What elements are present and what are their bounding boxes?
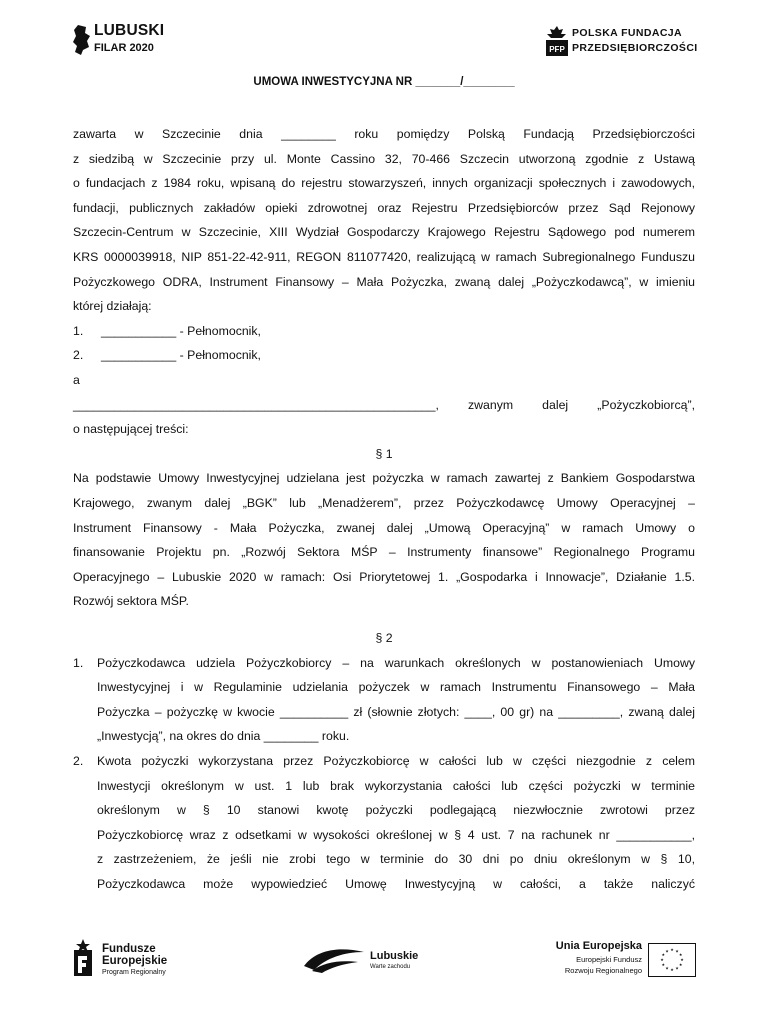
section2-block (73, 626, 695, 897)
content-intro: o następującej treści: (73, 422, 189, 437)
section2-line: „Inwestycją”, na okres do dnia ________ roku. (97, 729, 350, 744)
section2-line: Pożyczkobiorcę wraz z odsetkami w wysokości określonej w § 4 ust. 7 na rachunek nr ___________, (97, 827, 695, 842)
svg-text:★: ★ (678, 952, 683, 957)
section2-item (73, 651, 695, 749)
svg-text:★: ★ (678, 962, 683, 967)
section1-line: Krajowego, zwanym dalej „BGK” lub „Menadżerem”, przez Pożyczkodawcę Umowy Operacyjnej – (73, 495, 695, 510)
intro-line: fundacji, publicznych zakładów opieki zdrowotnej oraz Rejestru Przedsiębiorców przez Sąd Rejonowy (73, 200, 695, 215)
representative-item (73, 319, 695, 344)
lubuski-map-icon (72, 24, 92, 56)
intro-block (73, 122, 695, 614)
representative-num: 2. (73, 348, 84, 363)
representative-num: 1. (73, 323, 84, 338)
intro-line: Pożyczkowego ODRA, Instrument Finansowy – Mała Pożyczka, zwaną dalej „Pożyczkodawcą”, w imieniu (73, 274, 695, 289)
intro-line: Szczecin-Centrum w Szczecinie, XIII Wydział Gospodarczy Krajowego Rejestru Sądowego pod numerem (73, 225, 695, 240)
representative-text: ___________ - Pełnomocnik, (101, 348, 261, 363)
pfp-logo (546, 26, 706, 58)
ue-line3: Rozwoju Regionalnego (564, 966, 642, 975)
lubuskie-name: Lubuskie (370, 950, 419, 962)
fe-line3: Program Regionalny (102, 969, 166, 976)
fe-line1: Fundusze (102, 943, 156, 955)
intro-line: której działają: (73, 299, 152, 314)
svg-text:★: ★ (661, 962, 666, 967)
lubuski-subtitle: FILAR 2020 (94, 42, 154, 54)
section2-line: Pożyczkodawca może wypowiedzieć Umowę Inwestycyjną w całości, a także naliczyć (97, 876, 695, 891)
lubuski-filar-logo (72, 22, 172, 58)
intro-line: o fundacjach z 1984 roku, wpisaną do rejestru stowarzyszeń, innych organizacji społecznych i zawodowych, (73, 176, 695, 191)
section1-line: Rozwój sektora MŚP. (73, 594, 189, 609)
lubuskie-tagline: Warte zachodu (370, 964, 411, 970)
section2-item-num: 2. (73, 753, 84, 768)
section2-line: określonym w § 10 stanowi kwotę pożyczki podlegającą niezwłocznie zwrotowi przez (97, 803, 695, 818)
section2-line: Kwota pożyczki wykorzystana przez Pożyczkobiorcę w całości lub w części niezgodnie z celem (97, 753, 695, 768)
svg-text:★: ★ (670, 947, 674, 952)
eu-flag-icon (648, 943, 696, 977)
pfp-mark-text: PFP (549, 45, 565, 54)
section1-line: Operacyjnego – Lubuskie 2020 w ramach: Osi Priorytetowej 1. „Gospodarka i Innowacje”, Działanie 1.5. (73, 569, 695, 584)
section2-line: Inwestycji określonym w ust. 1 lub brak wykorzystania całości lub części pożyczki w terminie (97, 778, 695, 793)
svg-text:★: ★ (665, 948, 669, 954)
unia-europejska-logo (540, 940, 700, 980)
pfp-line2: PRZEDSIĘBIORCZOŚCI (572, 42, 698, 54)
intro-line: z siedzibą w Szczecinie przy ul. Monte Cassino 32, 70-466 Szczecin utworzoną zgodnie z Ustawą (73, 151, 695, 166)
section2-line: Pożyczkodawca udziela Pożyczkobiorcy – na warunkach określonych w postanowieniach Umowy (97, 655, 695, 670)
svg-text:★: ★ (665, 965, 669, 971)
intro-line: KRS 0000039918, NIP 851-22-42-911, REGON 811077420, realizującą w ramach Subregionalnego Funduszu (73, 249, 695, 264)
section2-item-num: 1. (73, 655, 84, 670)
fundusze-europejskie-logo (72, 938, 192, 982)
representative-item (73, 343, 695, 368)
section2-line: Pożyczka – pożyczkę w kwocie __________ zł (słownie złotych: ____, 00 gr) na _________, zwaną dalej (97, 704, 695, 719)
section1-heading: § 1 (375, 446, 393, 461)
lubuskie-wave-icon (302, 944, 366, 974)
section2-item (73, 749, 695, 897)
section1-line: Instrument Finansowy - Mała Pożyczka, zwanej dalej „Umową Operacyjną” w ramach Umowy o (73, 520, 695, 535)
pfp-line1: POLSKA FUNDACJA (572, 27, 683, 39)
svg-text:★: ★ (675, 948, 679, 954)
section2-line: z zastrzeżeniem, że jeśli nie zrobi tego w terminie do 30 dni po dniu określonym w § 10, (97, 852, 695, 867)
pfp-maple-icon (546, 26, 568, 56)
svg-text:★: ★ (670, 967, 674, 972)
svg-text:★: ★ (661, 952, 666, 957)
document-title: UMOWA INWESTYCYJNA NR _______/________ (253, 76, 515, 88)
svg-text:★: ★ (680, 957, 684, 962)
borrower-line: _____________________________________________________, zwanym dalej „Pożyczkobiorcą”, (73, 397, 695, 412)
lubuski-title: LUBUSKI (94, 22, 165, 39)
section1-line: Na podstawie Umowy Inwestycyjnej udzielana jest pożyczka w ramach zawartej z Bankiem Gospodarstwa (73, 471, 695, 486)
svg-text:★: ★ (675, 965, 679, 971)
conjunction: a (73, 372, 80, 387)
lubuskie-logo (302, 942, 432, 976)
fe-line2: Europejskie (102, 955, 168, 967)
svg-text:★: ★ (660, 957, 664, 962)
representative-text: ___________ - Pełnomocnik, (101, 323, 261, 338)
intro-line: zawarta w Szczecinie dnia ________ roku pomiędzy Polską Fundacją Przedsiębiorczości (73, 127, 695, 141)
section2-line: Inwestycyjnej i w Regulaminie udzielania pożyczek w ramach Instrumentu Finansowego – Mała (97, 680, 695, 695)
fe-star-icon (72, 938, 96, 978)
section2-heading: § 2 (375, 631, 393, 645)
ue-line1: Unia Europejska (555, 940, 642, 952)
section1-line: finansowanie Projektu pn. „Rozwój Sektora MŚP – Instrumenty finansowe” Regionalnego Programu (73, 545, 695, 560)
ue-line2: Europejski Fundusz (576, 955, 642, 964)
